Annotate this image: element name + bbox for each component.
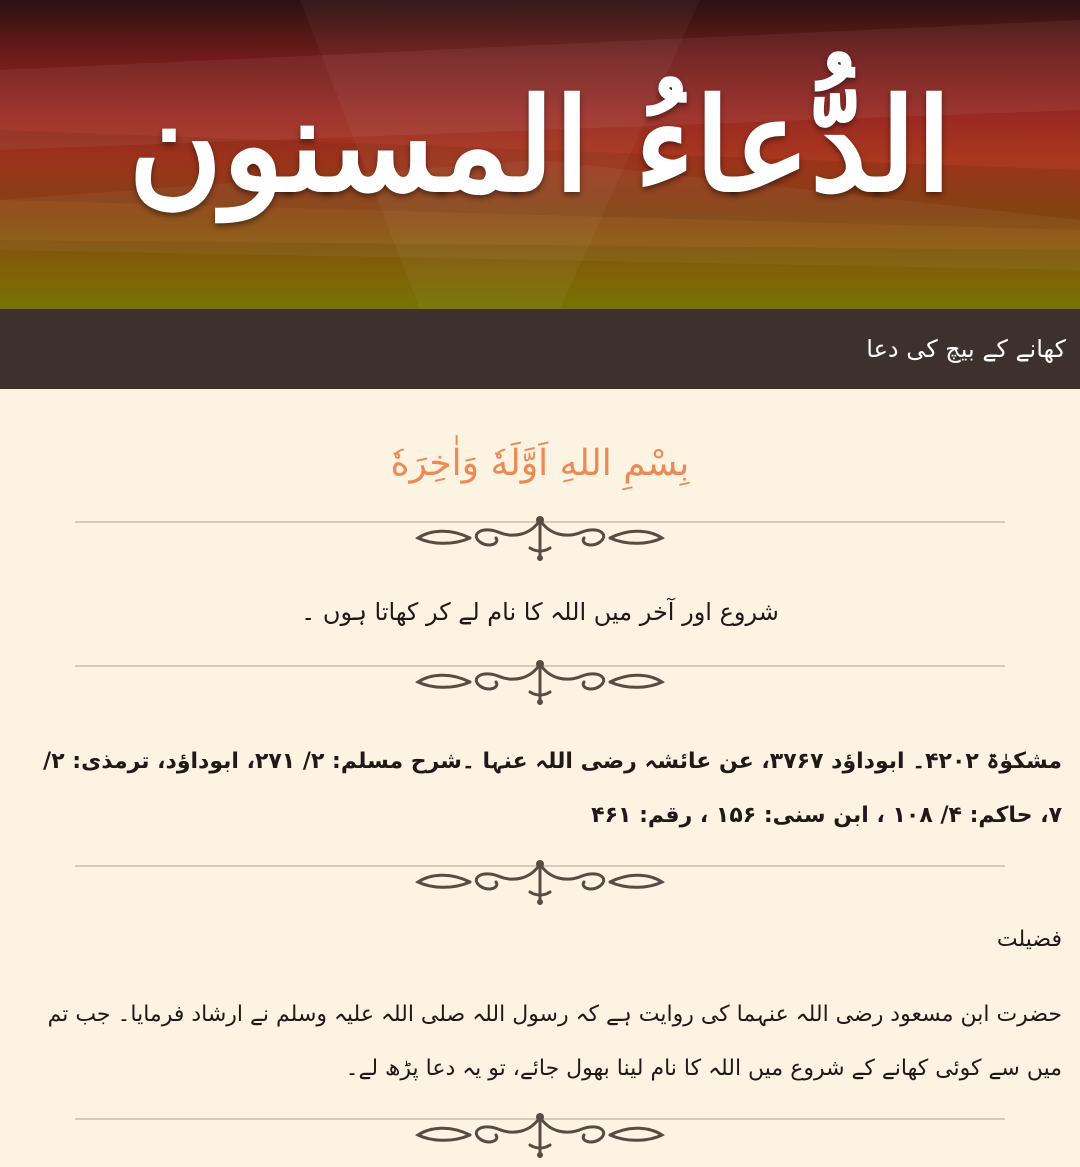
- header-banner: [0, 0, 1080, 309]
- reference-text: مشکوٰۃ ۴۲۰۲۔ ابوداؤد ۳۷۶۷، عن عائشہ رضی اللہ عنہا ۔شرح مسلم: ۲/ ۲۷۱، ابوداؤد، ترمذی: ۲/ ۷، حاکم: ۴/ ۱۰۸ ، ابن سنی: ۱۵۶ ، رقم: ۴۶۱: [43, 749, 1062, 828]
- page-title: کھانے کے بیچ کی دعا: [866, 335, 1066, 363]
- fazilat-heading: فضیلت: [996, 927, 1062, 952]
- ornament-divider: [0, 1105, 1080, 1165]
- dua-arabic-text: بِسْمِ اللهِ اَوَّلَهٗ وَاٰخِرَهٗ: [390, 443, 690, 484]
- ornament-divider: [0, 508, 1080, 568]
- fazilat-text: حضرت ابن مسعود رضی اللہ عنہما کی روایت ہے کہ رسول اللہ صلی اللہ علیہ وسلم نے ارشاد فرمایا۔ جب تم میں سے کوئی کھانے کے شروع میں اللہ کا نام لینا بھول جائے، تو یہ دعا پڑھ لے۔: [47, 1002, 1062, 1081]
- banner-title: الدُّعاءُ المسنون: [128, 71, 952, 221]
- ornament-divider: [0, 852, 1080, 912]
- title-bar: [0, 309, 1080, 389]
- ornament-divider: [0, 652, 1080, 712]
- dua-translation: شروع اور آخر میں اللہ کا نام لے کر کھاتا ہوں ۔: [301, 598, 779, 626]
